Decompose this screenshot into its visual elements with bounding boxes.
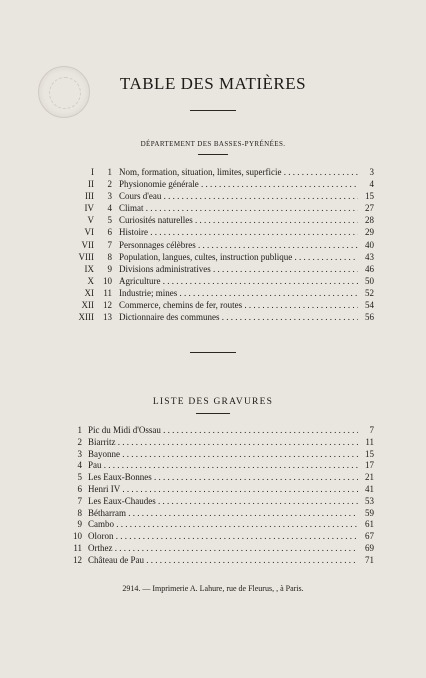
toc-entry bbox=[70, 202, 374, 214]
toc-page-number: 56 bbox=[365, 312, 374, 323]
title-rule bbox=[190, 110, 236, 111]
engraving-number: 8 bbox=[77, 507, 82, 518]
toc-chapter-number: 8 bbox=[107, 251, 112, 262]
toc-page-number: 4 bbox=[369, 179, 374, 190]
toc-chapter-title: Commerce, chemins de fer, routes . . . bbox=[119, 299, 358, 311]
subtitle-rule bbox=[198, 154, 228, 155]
toc-entry bbox=[70, 299, 374, 311]
toc-roman-number: X bbox=[87, 275, 94, 286]
toc-chapter-title: Agriculture . . . bbox=[119, 275, 358, 287]
engraving-page-number: 61 bbox=[365, 519, 374, 530]
engraving-number: 10 bbox=[73, 531, 82, 542]
toc-chapter-title: Divisions administratives . . . bbox=[119, 263, 358, 275]
engraving-entry bbox=[70, 495, 374, 507]
toc-chapter-title: Cours d'eau . . . bbox=[119, 190, 358, 202]
engraving-entry bbox=[70, 483, 374, 495]
toc-roman-number: XIII bbox=[78, 312, 94, 323]
toc-roman-number: III bbox=[85, 191, 94, 202]
engraving-title: Biarritz . . . bbox=[88, 436, 358, 448]
toc-entry bbox=[70, 178, 374, 190]
engraving-page-number: 15 bbox=[365, 448, 374, 459]
engraving-page-number: 17 bbox=[365, 460, 374, 471]
engraving-title: Bayonne . . . bbox=[88, 448, 358, 460]
table-of-contents bbox=[70, 166, 374, 323]
engraving-entry bbox=[70, 459, 374, 471]
toc-roman-number: VI bbox=[84, 227, 94, 238]
engraving-title: Les Eaux-Bonnes . . . bbox=[88, 471, 358, 483]
toc-roman-number: II bbox=[88, 179, 94, 190]
toc-page-number: 46 bbox=[365, 263, 374, 274]
toc-roman-number: VIII bbox=[78, 251, 94, 262]
engraving-number: 3 bbox=[77, 448, 82, 459]
toc-chapter-title: Climat . . . bbox=[119, 202, 358, 214]
engraving-entry bbox=[70, 436, 374, 448]
toc-page-number: 28 bbox=[365, 215, 374, 226]
engraving-title: Pic du Midi d'Ossau . . . bbox=[88, 424, 358, 436]
toc-chapter-title: Physionomie générale . . . bbox=[119, 178, 358, 190]
engraving-page-number: 7 bbox=[369, 425, 374, 435]
printer-imprint: 2914. — Imprimerie A. Lahure, rue de Fleurus, , à Paris. bbox=[122, 584, 304, 593]
engraving-title: Cambo . . . bbox=[88, 518, 358, 530]
engraving-entry bbox=[70, 448, 374, 460]
toc-entry bbox=[70, 214, 374, 226]
toc-chapter-title: Dictionnaire des communes . . . bbox=[119, 311, 358, 323]
engraving-number: 5 bbox=[77, 472, 82, 483]
engraving-title: Orthez . . . bbox=[88, 542, 358, 554]
engraving-page-number: 53 bbox=[365, 495, 374, 506]
toc-chapter-number: 9 bbox=[107, 263, 112, 274]
toc-page-number: 40 bbox=[365, 239, 374, 250]
engraving-entry bbox=[70, 554, 374, 566]
toc-page-number: 54 bbox=[365, 300, 374, 311]
engraving-number: 1 bbox=[77, 425, 82, 435]
toc-chapter-number: 4 bbox=[107, 203, 112, 214]
toc-entry bbox=[70, 311, 374, 323]
toc-roman-number: IV bbox=[84, 203, 94, 214]
toc-roman-number: VII bbox=[81, 239, 94, 250]
page-title: TABLE DES MATIÈRES bbox=[119, 74, 307, 93]
toc-roman-number: XI bbox=[84, 287, 94, 298]
engraving-entry bbox=[70, 424, 374, 436]
toc-roman-number: I bbox=[91, 167, 94, 177]
engraving-entry bbox=[70, 530, 374, 542]
engraving-title: Pau . . . bbox=[88, 459, 358, 471]
toc-entry bbox=[70, 251, 374, 263]
department-subtitle: DÉPARTEMENT DES BASSES-PYRÉNÉES. bbox=[140, 140, 286, 148]
toc-page-number: 27 bbox=[365, 203, 374, 214]
toc-chapter-title: Industrie; mines . . . bbox=[119, 287, 358, 299]
engraving-entry bbox=[70, 542, 374, 554]
engraving-number: 4 bbox=[77, 460, 82, 471]
engraving-number: 9 bbox=[77, 519, 82, 530]
toc-page-number: 50 bbox=[365, 275, 374, 286]
toc-chapter-title: Histoire . . . bbox=[119, 226, 358, 238]
engraving-page-number: 59 bbox=[365, 507, 374, 518]
toc-chapter-title: Personnages célèbres . . . bbox=[119, 239, 358, 251]
engraving-page-number: 41 bbox=[365, 483, 374, 494]
engraving-entry bbox=[70, 471, 374, 483]
toc-page-number: 3 bbox=[369, 167, 374, 177]
engraving-page-number: 69 bbox=[365, 542, 374, 553]
engraving-page-number: 21 bbox=[365, 472, 374, 483]
engraving-number: 7 bbox=[77, 495, 82, 506]
section-divider bbox=[190, 352, 236, 353]
engraving-title: Oloron . . . bbox=[88, 530, 358, 542]
toc-chapter-title: Curiosités naturelles . . . bbox=[119, 214, 358, 226]
engraving-title: Bétharram . . . bbox=[88, 507, 358, 519]
toc-chapter-number: 5 bbox=[107, 215, 112, 226]
toc-chapter-number: 3 bbox=[107, 191, 112, 202]
toc-chapter-number: 12 bbox=[103, 300, 112, 311]
engraving-title: Château de Pau . . . bbox=[88, 554, 358, 566]
engraving-title: Les Eaux-Chaudes . . . bbox=[88, 495, 358, 507]
toc-chapter-number: 10 bbox=[103, 275, 112, 286]
toc-chapter-number: 7 bbox=[107, 239, 112, 250]
toc-page-number: 29 bbox=[365, 227, 374, 238]
toc-chapter-number: 13 bbox=[103, 312, 112, 323]
toc-entry bbox=[70, 263, 374, 275]
engraving-number: 2 bbox=[77, 436, 82, 447]
toc-page-number: 52 bbox=[365, 287, 374, 298]
engraving-page-number: 71 bbox=[365, 554, 374, 565]
toc-roman-number: V bbox=[87, 215, 94, 226]
toc-entry bbox=[70, 226, 374, 238]
engraving-entry bbox=[70, 507, 374, 519]
toc-entry bbox=[70, 190, 374, 202]
toc-entry bbox=[70, 239, 374, 251]
engraving-page-number: 11 bbox=[365, 436, 374, 447]
toc-page-number: 15 bbox=[365, 191, 374, 202]
toc-chapter-number: 6 bbox=[107, 227, 112, 238]
toc-entry bbox=[70, 287, 374, 299]
engraving-entry bbox=[70, 518, 374, 530]
toc-chapter-number: 11 bbox=[103, 287, 112, 298]
toc-chapter-number: 1 bbox=[107, 167, 112, 177]
toc-page-number: 43 bbox=[365, 251, 374, 262]
toc-entry bbox=[70, 166, 374, 178]
toc-entry bbox=[70, 275, 374, 287]
engraving-number: 11 bbox=[73, 542, 82, 553]
engraving-number: 6 bbox=[77, 483, 82, 494]
gravures-section-title: LISTE DES GRAVURES bbox=[152, 397, 274, 407]
toc-roman-number: XII bbox=[81, 300, 94, 311]
gravures-title-rule bbox=[196, 413, 230, 414]
engraving-title: Henri IV . . . bbox=[88, 483, 358, 495]
toc-roman-number: IX bbox=[84, 263, 94, 274]
toc-chapter-number: 2 bbox=[107, 179, 112, 190]
toc-chapter-title: Population, langues, cultes, instruction publique . . . bbox=[119, 251, 358, 263]
engraving-number: 12 bbox=[73, 554, 82, 565]
toc-chapter-title: Nom, formation, situation, limites, superficie . . . bbox=[119, 166, 358, 178]
engraving-page-number: 67 bbox=[365, 531, 374, 542]
list-of-engravings bbox=[70, 424, 374, 566]
